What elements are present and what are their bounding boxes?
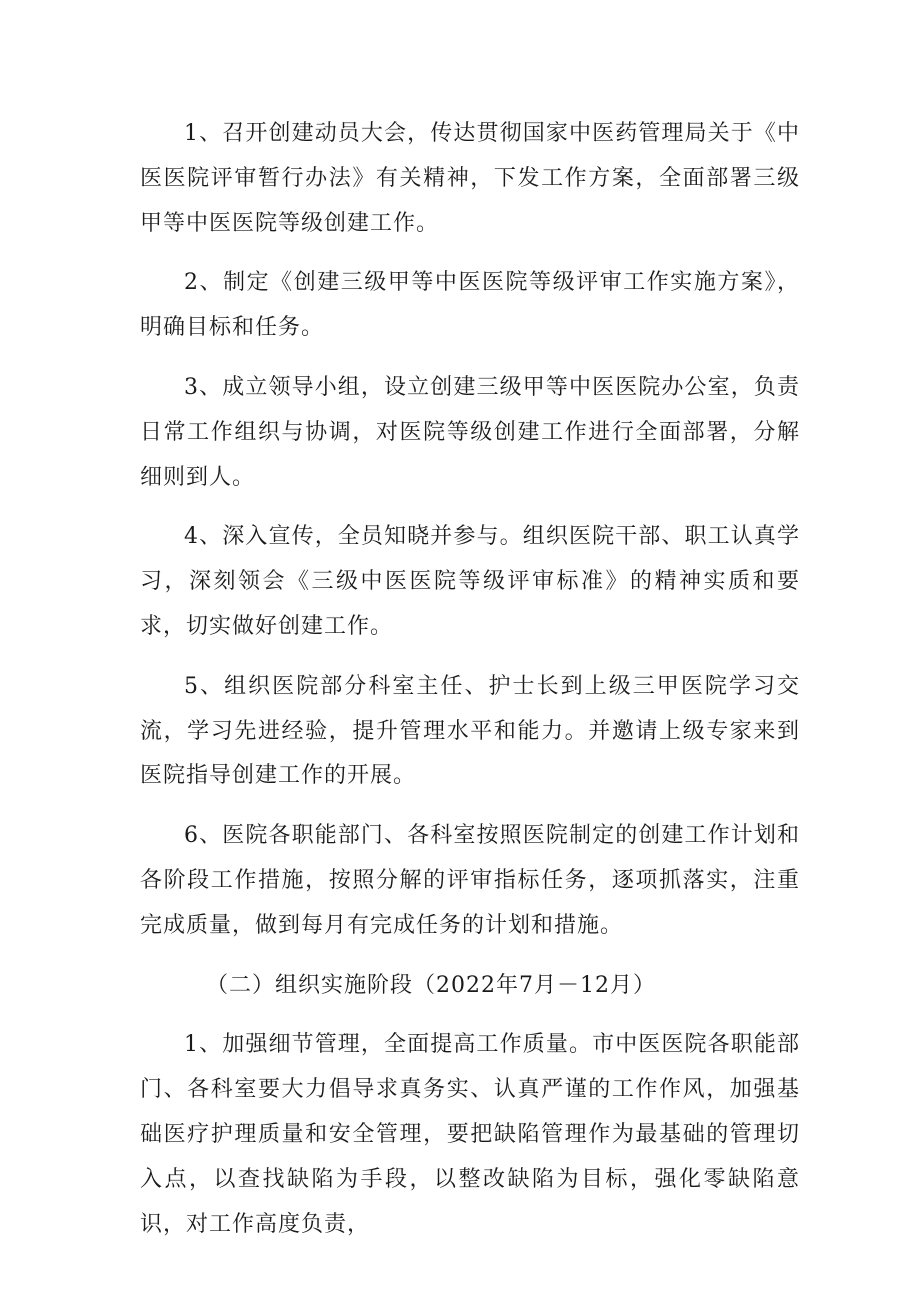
paragraph-item-5: 5、组织医院部分科室主任、护士长到上级三甲医院学习交流，学习先进经验，提升管理水平和能力。并邀请上级专家来到医院指导创建工作的开展。: [140, 673, 800, 789]
paragraph-item-4: 4、深入宣传，全员知晓并参与。组织医院干部、职工认真学习，深刻领会《三级中医医院等级评审标准》的精神实质和要求，切实做好创建工作。: [140, 524, 800, 639]
section-heading: （二）组织实施阶段（2022年7月－12月）: [206, 972, 656, 998]
document-body: [140, 112, 800, 1247]
paragraph-item-2: 2、制定《创建三级甲等中医医院等级评审工作实施方案》，明确目标和任务。: [140, 270, 800, 341]
paragraph-item-3: 3、成立领导小组，设立创建三级甲等中医医院办公室，负责日常工作组织与协调，对医院等级创建工作进行全面部署，分解细则到人。: [140, 374, 800, 490]
paragraph-item-1: 1、召开创建动员大会，传达贯彻国家中医药管理局关于《中医医院评审暂行办法》有关精神，下发工作方案，全面部署三级甲等中医医院等级创建工作。: [140, 121, 800, 236]
paragraph-item-7: 1、加强细节管理，全面提高工作质量。市中医医院各职能部门、各科室要大力倡导求真务实、认真严谨的工作作风，加强基础医疗护理质量和安全管理，要把缺陷管理作为最基础的管理切入点，以查找缺陷为手段，以整改缺陷为目标，强化零缺陷意识，对工作高度负责，: [140, 1032, 800, 1237]
paragraph-item-6: 6、医院各职能部门、各科室按照医院制定的创建工作计划和各阶段工作措施，按照分解的评审指标任务，逐项抓落实，注重完成质量，做到每月有完成任务的计划和措施。: [140, 823, 800, 938]
